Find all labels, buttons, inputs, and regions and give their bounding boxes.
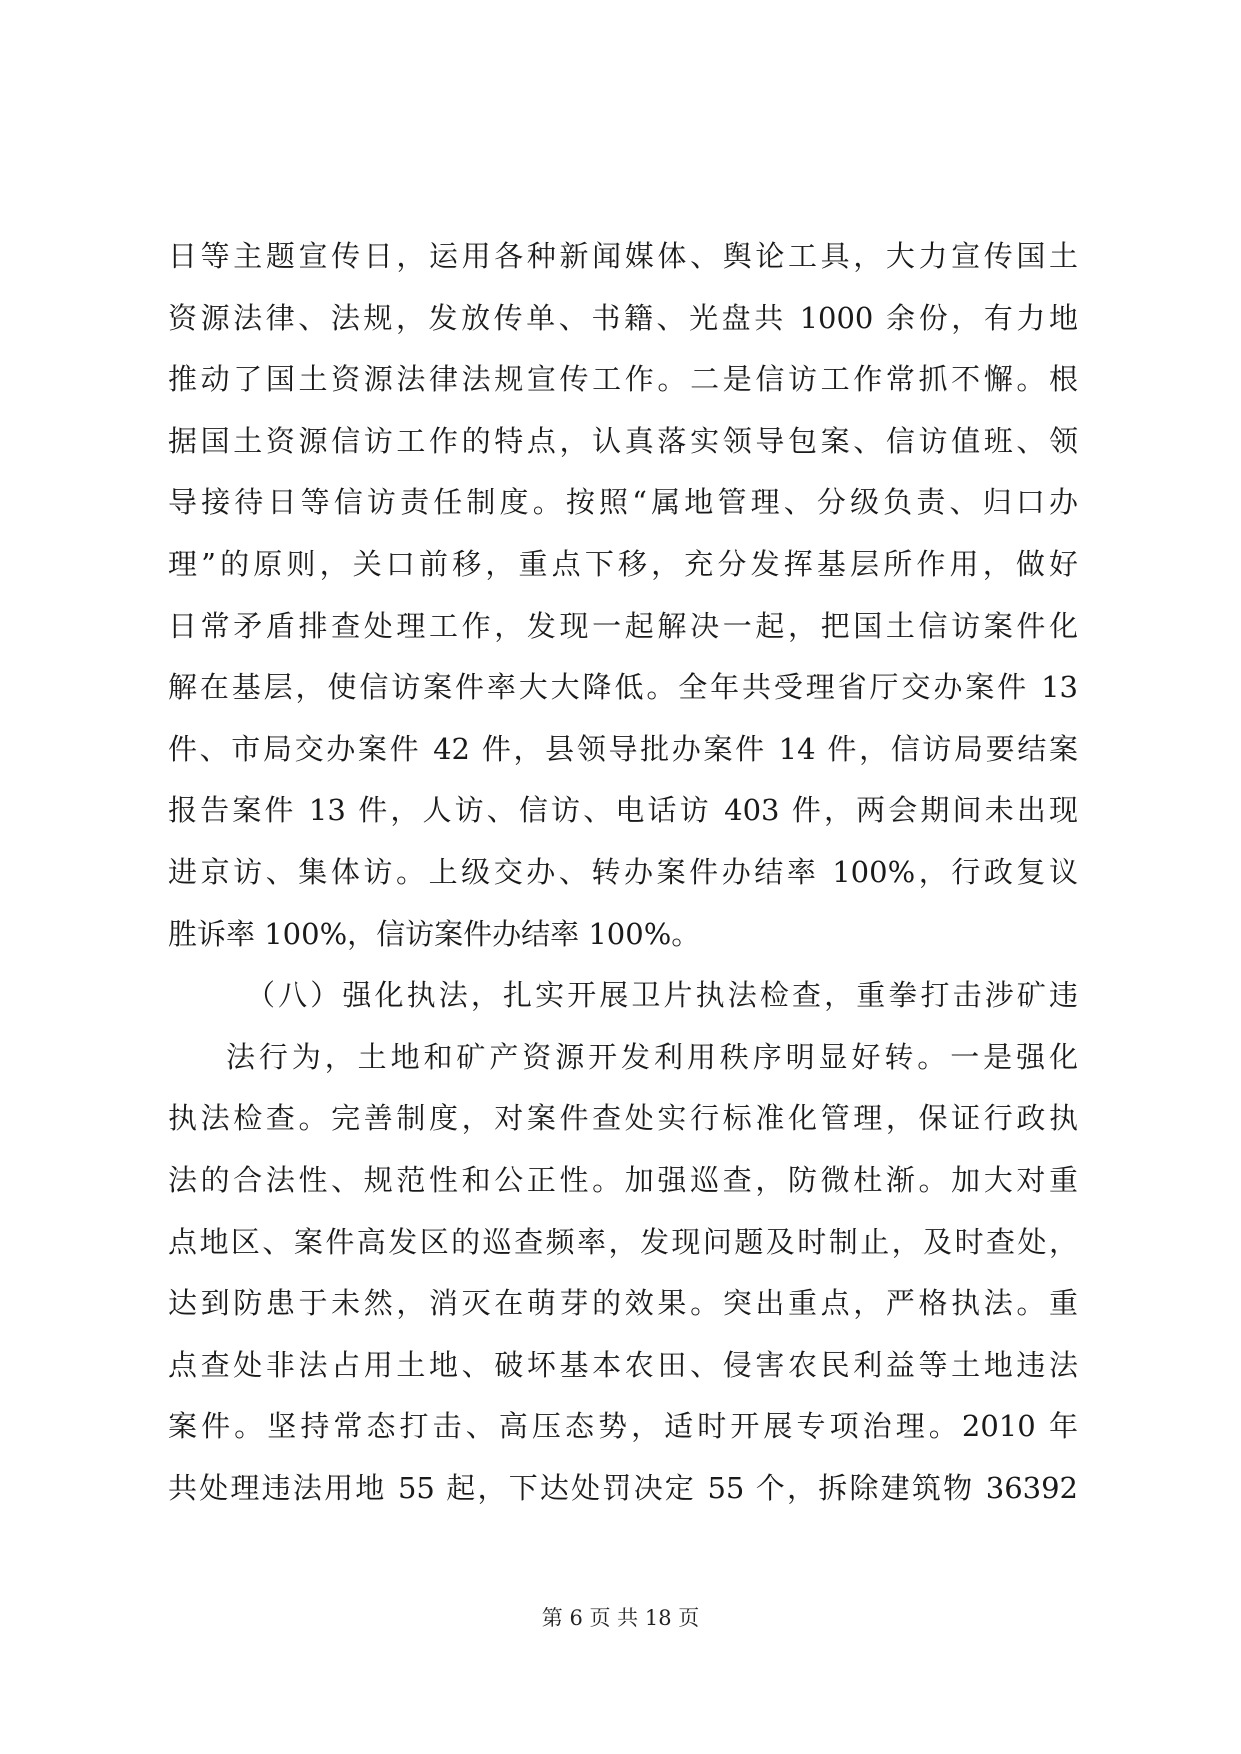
text-line: 日等主题宣传日，运用各种新闻媒体、舆论工具，大力宣传国土 (168, 239, 1078, 273)
text-line: 推动了国土资源法律法规宣传工作。二是信访工作常抓不懈。根 (168, 362, 1078, 397)
text-line: 进京访、集体访。上级交办、转办案件办结率 100%，行政复议 (168, 854, 1078, 889)
text-line: 法的合法性、规范性和公正性。加强巡查，防微杜渐。加大对重 (168, 1162, 1078, 1197)
text-line: 据国土资源信访工作的特点，认真落实领导包案、信访值班、领 (168, 423, 1078, 458)
text-line: 共处理违法用地 55 起，下达处罚决定 55 个，拆除建筑物 36392 (168, 1470, 1078, 1505)
page-number: 第 6 页 共 18 页 (541, 1606, 700, 1630)
text-line: 件、市局交办案件 42 件，县领导批办案件 14 件，信访局要结案 (168, 731, 1078, 766)
text-line: 解在基层，使信访案件率大大降低。全年共受理省厅交办案件 13 (168, 670, 1078, 705)
text-line: 达到防患于未然，消灭在萌芽的效果。突出重点，严格执法。重 (168, 1286, 1078, 1321)
text-line: 胜诉率 100%，信访案件办结率 100%。 (168, 916, 701, 951)
text-line: 导接待日等信访责任制度。按照“属地管理、分级负责、归口办 (168, 485, 1078, 520)
text-line: 报告案件 13 件，人访、信访、电话访 403 件，两会期间未出现 (168, 793, 1078, 828)
text-line: 日常矛盾排查处理工作，发现一起解决一起，把国土信访案件化 (168, 608, 1078, 643)
text-line: 点查处非法占用土地、破坏基本农田、侵害农民利益等土地违法 (168, 1347, 1078, 1382)
section-heading: （八）强化执法，扎实开展卫片执法检查，重拳打击涉矿违 (246, 978, 1078, 1013)
text-line: 法行为，土地和矿产资源开发利用秩序明显好转。一是强化 (226, 1039, 1078, 1074)
text-line: 点地区、案件高发区的巡查频率，发现问题及时制止，及时查处， (168, 1224, 1078, 1259)
text-line: 执法检查。完善制度，对案件查处实行标准化管理，保证行政执 (168, 1101, 1078, 1136)
text-line: 资源法律、法规，发放传单、书籍、光盘共 1000 余份，有力地 (168, 300, 1078, 335)
text-line: 案件。坚持常态打击、高压态势，适时开展专项治理。2010 年 (168, 1409, 1078, 1444)
document-body (168, 226, 1078, 1519)
text-line: 理”的原则，关口前移，重点下移，充分发挥基层所作用，做好 (168, 546, 1078, 581)
